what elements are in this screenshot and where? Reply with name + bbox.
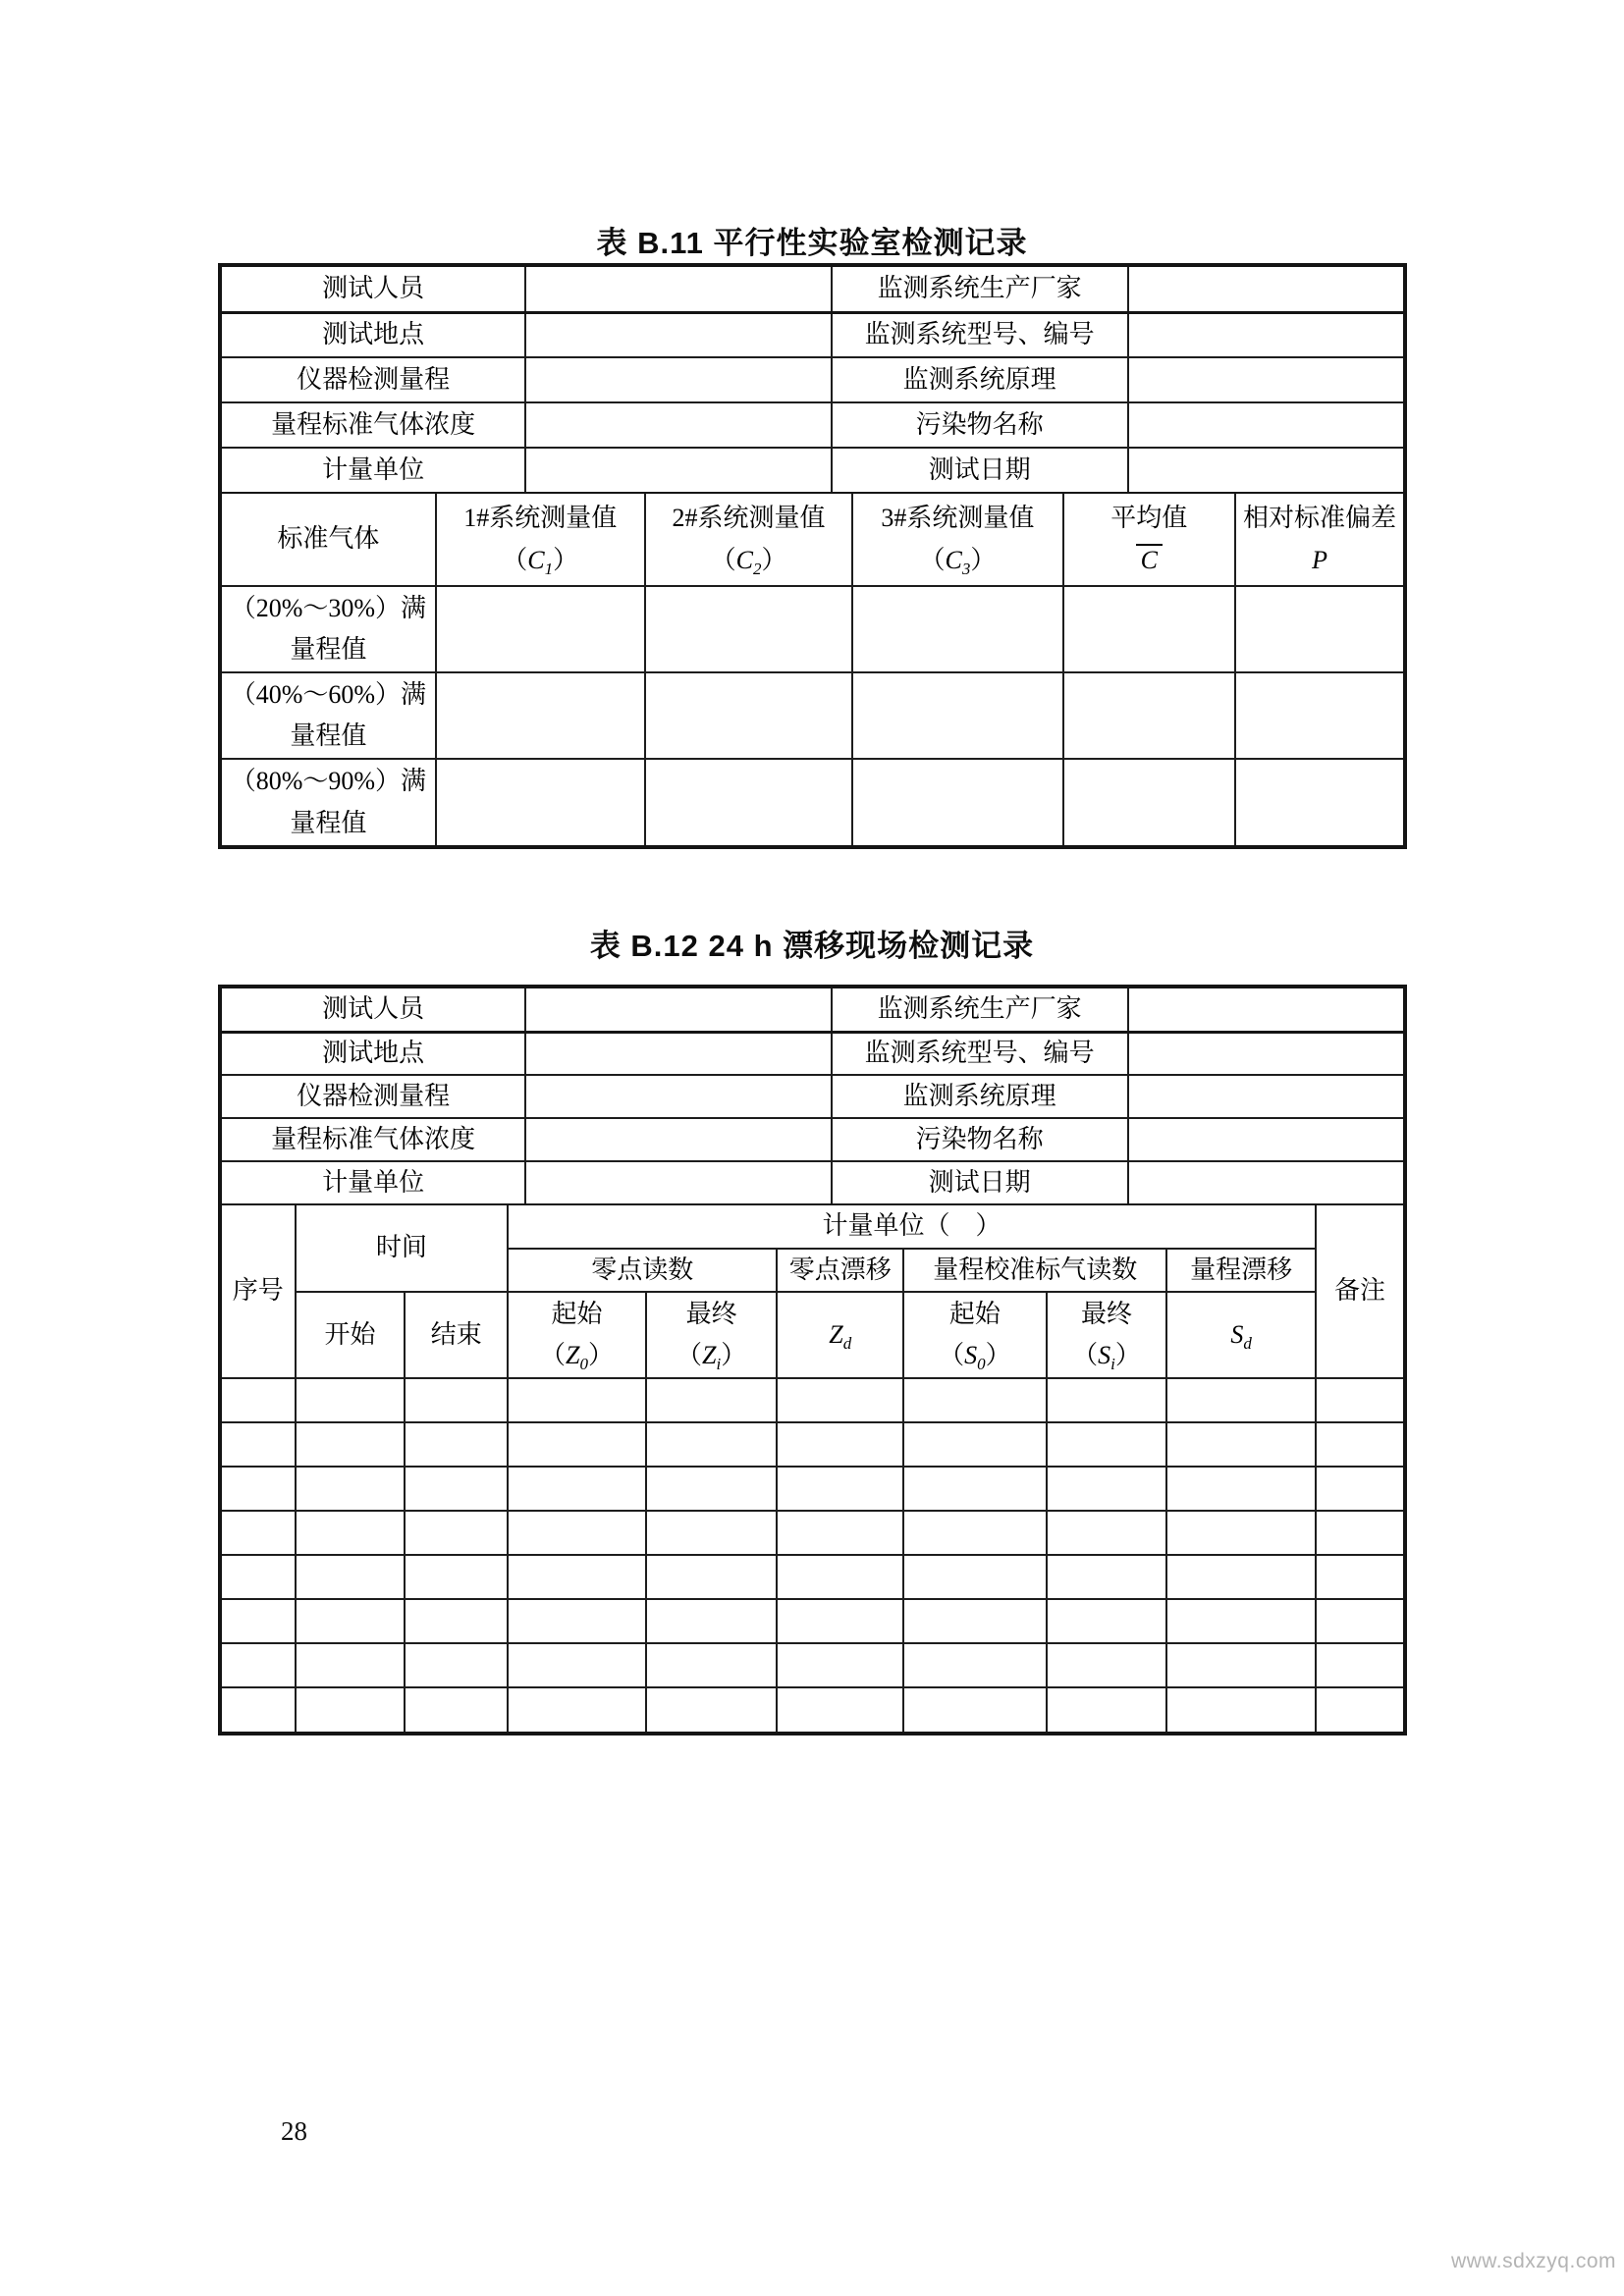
drift-empty-cell <box>508 1599 646 1643</box>
empty-cell <box>436 672 645 759</box>
drift-empty-cell <box>646 1422 778 1467</box>
sys3-label: 3#系统测量值 <box>881 504 1035 533</box>
drift-empty-cell <box>296 1599 406 1643</box>
measure-data-row <box>222 759 1403 844</box>
drift-empty-cell <box>296 1555 406 1599</box>
info-row <box>222 267 1403 312</box>
empty-cell <box>1235 759 1403 844</box>
empty-cell <box>1063 759 1236 844</box>
drift-empty-cell <box>222 1599 296 1643</box>
seq-header: 序号 <box>222 1205 296 1378</box>
info-value-empty <box>1128 402 1403 448</box>
empty-cell <box>436 759 645 844</box>
drift-empty-cell <box>1166 1378 1316 1422</box>
drift-empty-cell <box>1047 1555 1167 1599</box>
zero-drift-header: 零点漂移 <box>777 1249 903 1292</box>
table-b11 <box>218 263 1407 849</box>
info-label: 监测系统生产厂家 <box>832 267 1128 312</box>
drift-empty-cell <box>1166 1422 1316 1467</box>
drift-empty-cell <box>296 1643 406 1687</box>
drift-empty-cell <box>405 1467 508 1511</box>
drift-empty-cell <box>296 1378 406 1422</box>
drift-empty-cell <box>777 1378 903 1422</box>
sd-symbol: $S_d$ <box>1230 1319 1252 1354</box>
sys2-label: 2#系统测量值 <box>672 504 826 533</box>
drift-empty-cell <box>903 1555 1047 1599</box>
info-value-empty <box>525 1161 832 1204</box>
drift-empty-cell <box>1166 1511 1316 1555</box>
drift-empty-cell <box>508 1555 646 1599</box>
info-label: 计量单位 <box>222 1161 525 1204</box>
drift-empty-cell <box>296 1467 406 1511</box>
drift-empty-row <box>222 1599 1403 1643</box>
info-value-empty <box>525 312 832 357</box>
drift-empty-cell <box>1316 1687 1403 1732</box>
info-label: 监测系统型号、编号 <box>832 312 1128 357</box>
drift-empty-cell <box>1316 1422 1403 1467</box>
drift-empty-cell <box>1316 1555 1403 1599</box>
average-header <box>1063 494 1236 586</box>
drift-empty-cell <box>646 1599 778 1643</box>
empty-cell <box>1235 672 1403 759</box>
info-row <box>222 357 1403 402</box>
info-value-empty <box>1128 267 1403 312</box>
info-label: 仪器检测量程 <box>222 1075 525 1118</box>
info-label: 污染物名称 <box>832 1118 1128 1161</box>
info-label: 监测系统原理 <box>832 357 1128 402</box>
drift-empty-cell <box>1047 1422 1167 1467</box>
sys1-symbol: $(C_1)$ <box>502 545 579 578</box>
info-value-empty <box>1128 357 1403 402</box>
drift-empty-cell <box>903 1467 1047 1511</box>
drift-empty-cell <box>1166 1467 1316 1511</box>
drift-empty-cell <box>1316 1511 1403 1555</box>
z0-symbol: $(Z_0)$ <box>539 1341 614 1374</box>
si-header: 最终 $(S_i)$ <box>1047 1292 1167 1378</box>
info-row <box>222 1161 1403 1204</box>
info-label: 计量单位 <box>222 448 525 493</box>
info-value-empty <box>1128 1118 1403 1161</box>
rsd-label: 相对标准偏差 <box>1243 504 1397 533</box>
info-value-empty <box>1128 1032 1403 1075</box>
drift-empty-cell <box>1316 1378 1403 1422</box>
range-label: （40%～60%）满 量程值 <box>222 672 436 759</box>
info-value-empty <box>525 402 832 448</box>
info-row <box>222 988 1403 1032</box>
zi-symbol: $(Z_i)$ <box>677 1341 747 1374</box>
info-value-empty <box>525 448 832 493</box>
drift-empty-cell <box>646 1511 778 1555</box>
drift-empty-cell <box>646 1555 778 1599</box>
drift-empty-cell <box>1316 1467 1403 1511</box>
info-label: 测试日期 <box>832 1161 1128 1204</box>
info-label: 量程标准气体浓度 <box>222 1118 525 1161</box>
info-value-empty <box>525 1118 832 1161</box>
drift-empty-cell <box>222 1467 296 1511</box>
info-label: 测试人员 <box>222 988 525 1032</box>
rsd-symbol: P <box>1312 545 1327 574</box>
info-value-empty <box>1128 1161 1403 1204</box>
drift-empty-cell <box>405 1687 508 1732</box>
zero-reading-header: 零点读数 <box>508 1249 777 1292</box>
drift-empty-cell <box>1047 1687 1167 1732</box>
empty-cell <box>436 586 645 672</box>
empty-cell <box>1063 672 1236 759</box>
drift-empty-cell <box>405 1511 508 1555</box>
info-label: 量程标准气体浓度 <box>222 402 525 448</box>
info-value-empty <box>525 357 832 402</box>
info-value-empty <box>1128 448 1403 493</box>
drift-empty-row <box>222 1687 1403 1732</box>
info-label: 仪器检测量程 <box>222 357 525 402</box>
drift-empty-cell <box>222 1422 296 1467</box>
drift-empty-cell <box>1047 1643 1167 1687</box>
si-symbol: $(S_i)$ <box>1072 1341 1141 1374</box>
drift-empty-cell <box>1316 1643 1403 1687</box>
table-b11-info-section <box>222 267 1403 494</box>
drift-empty-row <box>222 1422 1403 1467</box>
info-row <box>222 1075 1403 1118</box>
drift-empty-cell <box>222 1511 296 1555</box>
drift-empty-cell <box>777 1643 903 1687</box>
start-header: 开始 <box>296 1292 406 1378</box>
table-b12 <box>218 985 1407 1735</box>
zi-header: 最终 $(Z_i)$ <box>646 1292 778 1378</box>
drift-empty-cell <box>508 1511 646 1555</box>
drift-empty-cell <box>508 1687 646 1732</box>
drift-empty-cell <box>296 1511 406 1555</box>
drift-empty-cell <box>903 1687 1047 1732</box>
info-value-empty <box>1128 1075 1403 1118</box>
sys3-header <box>852 494 1062 586</box>
info-row <box>222 1032 1403 1075</box>
drift-empty-cell <box>1166 1643 1316 1687</box>
empty-cell <box>852 586 1062 672</box>
standard-gas-header: 标准气体 <box>222 494 436 586</box>
drift-empty-cell <box>777 1511 903 1555</box>
info-label: 监测系统型号、编号 <box>832 1032 1128 1075</box>
drift-empty-cell <box>405 1555 508 1599</box>
drift-empty-cell <box>903 1599 1047 1643</box>
info-label: 污染物名称 <box>832 402 1128 448</box>
drift-header-row-1 <box>222 1205 1403 1249</box>
drift-empty-cell <box>405 1599 508 1643</box>
drift-empty-cell <box>646 1643 778 1687</box>
drift-empty-cell <box>1047 1467 1167 1511</box>
info-row <box>222 402 1403 448</box>
info-label: 测试日期 <box>832 448 1128 493</box>
drift-empty-cell <box>646 1378 778 1422</box>
table-b11-title: 表 B.11 平行性实验室检测记录 <box>596 226 1028 260</box>
watermark: www.sdxzyq.com <box>1450 2250 1616 2272</box>
z0-header: 起始 $(Z_0)$ <box>508 1292 646 1378</box>
range-label: （80%～90%）满 量程值 <box>222 759 436 844</box>
drift-empty-cell <box>222 1555 296 1599</box>
s0-symbol: $(S_0)$ <box>939 1341 1011 1374</box>
info-value-empty <box>1128 312 1403 357</box>
drift-empty-cell <box>903 1643 1047 1687</box>
end-header: 结束 <box>405 1292 508 1378</box>
info-label: 测试人员 <box>222 267 525 312</box>
drift-empty-cell <box>1166 1555 1316 1599</box>
table-b12-drift-section <box>222 1205 1403 1732</box>
info-value-empty <box>1128 988 1403 1032</box>
drift-empty-cell <box>405 1378 508 1422</box>
table-b12-info-section <box>222 988 1403 1205</box>
drift-empty-row <box>222 1643 1403 1687</box>
drift-empty-cell <box>777 1467 903 1511</box>
range-label: （20%～30%）满 量程值 <box>222 586 436 672</box>
info-row <box>222 312 1403 357</box>
empty-cell <box>852 759 1062 844</box>
drift-empty-row <box>222 1511 1403 1555</box>
drift-empty-cell <box>405 1643 508 1687</box>
average-symbol: C <box>1068 543 1231 578</box>
drift-body <box>222 1378 1403 1732</box>
drift-empty-cell <box>1047 1511 1167 1555</box>
table-b11-measure-section <box>222 494 1403 845</box>
info-label: 测试地点 <box>222 1032 525 1075</box>
info-row <box>222 1118 1403 1161</box>
drift-empty-row <box>222 1378 1403 1422</box>
drift-empty-cell <box>903 1422 1047 1467</box>
drift-empty-cell <box>1166 1687 1316 1732</box>
sys2-header <box>645 494 853 586</box>
drift-empty-cell <box>296 1422 406 1467</box>
drift-empty-cell <box>1316 1599 1403 1643</box>
drift-header-row-3 <box>222 1292 1403 1378</box>
drift-empty-cell <box>777 1555 903 1599</box>
drift-empty-cell <box>508 1467 646 1511</box>
drift-empty-row <box>222 1555 1403 1599</box>
drift-empty-cell <box>777 1599 903 1643</box>
empty-cell <box>852 672 1062 759</box>
measure-data-row <box>222 586 1403 672</box>
time-header: 时间 <box>296 1205 509 1292</box>
drift-empty-cell <box>1047 1599 1167 1643</box>
drift-empty-cell <box>222 1687 296 1732</box>
info-value-empty <box>525 1032 832 1075</box>
drift-empty-cell <box>646 1467 778 1511</box>
drift-empty-cell <box>222 1643 296 1687</box>
empty-cell <box>1063 586 1236 672</box>
info-label: 监测系统生产厂家 <box>832 988 1128 1032</box>
drift-empty-cell <box>903 1511 1047 1555</box>
drift-empty-cell <box>508 1422 646 1467</box>
info-label: 测试地点 <box>222 312 525 357</box>
unit-header: 计量单位（ ） <box>508 1205 1316 1249</box>
zd-header <box>777 1292 903 1378</box>
drift-empty-cell <box>508 1643 646 1687</box>
s0-header: 起始 $(S_0)$ <box>903 1292 1047 1378</box>
empty-cell <box>645 672 853 759</box>
span-reading-header: 量程校准标气读数 <box>903 1249 1166 1292</box>
average-label: 平均值 <box>1110 504 1188 533</box>
empty-cell <box>645 759 853 844</box>
drift-empty-cell <box>222 1378 296 1422</box>
sys2-symbol: $(C_2)$ <box>710 545 787 578</box>
sd-header <box>1166 1292 1316 1378</box>
zd-symbol: $Z_d$ <box>829 1319 852 1354</box>
measure-header-row <box>222 494 1403 586</box>
info-value-empty <box>525 267 832 312</box>
empty-cell <box>645 586 853 672</box>
drift-empty-cell <box>1047 1378 1167 1422</box>
rsd-header <box>1235 494 1403 586</box>
drift-empty-row <box>222 1467 1403 1511</box>
drift-empty-cell <box>777 1687 903 1732</box>
drift-empty-cell <box>777 1422 903 1467</box>
empty-cell <box>1235 586 1403 672</box>
info-value-empty <box>525 1075 832 1118</box>
drift-empty-cell <box>1166 1599 1316 1643</box>
span-drift-header: 量程漂移 <box>1166 1249 1316 1292</box>
measure-data-row <box>222 672 1403 759</box>
drift-empty-cell <box>646 1687 778 1732</box>
sys1-header <box>436 494 645 586</box>
remark-header: 备注 <box>1316 1205 1403 1378</box>
info-row <box>222 448 1403 493</box>
info-value-empty <box>525 988 832 1032</box>
drift-empty-cell <box>903 1378 1047 1422</box>
table-b12-title: 表 B.12 24 h 漂移现场检测记录 <box>589 929 1035 963</box>
info-label: 监测系统原理 <box>832 1075 1128 1118</box>
sys1-label: 1#系统测量值 <box>463 504 618 533</box>
page-number: 28 <box>281 2116 307 2146</box>
sys3-symbol: $(C_3)$ <box>919 545 997 578</box>
drift-empty-cell <box>405 1422 508 1467</box>
drift-empty-cell <box>508 1378 646 1422</box>
drift-empty-cell <box>296 1687 406 1732</box>
